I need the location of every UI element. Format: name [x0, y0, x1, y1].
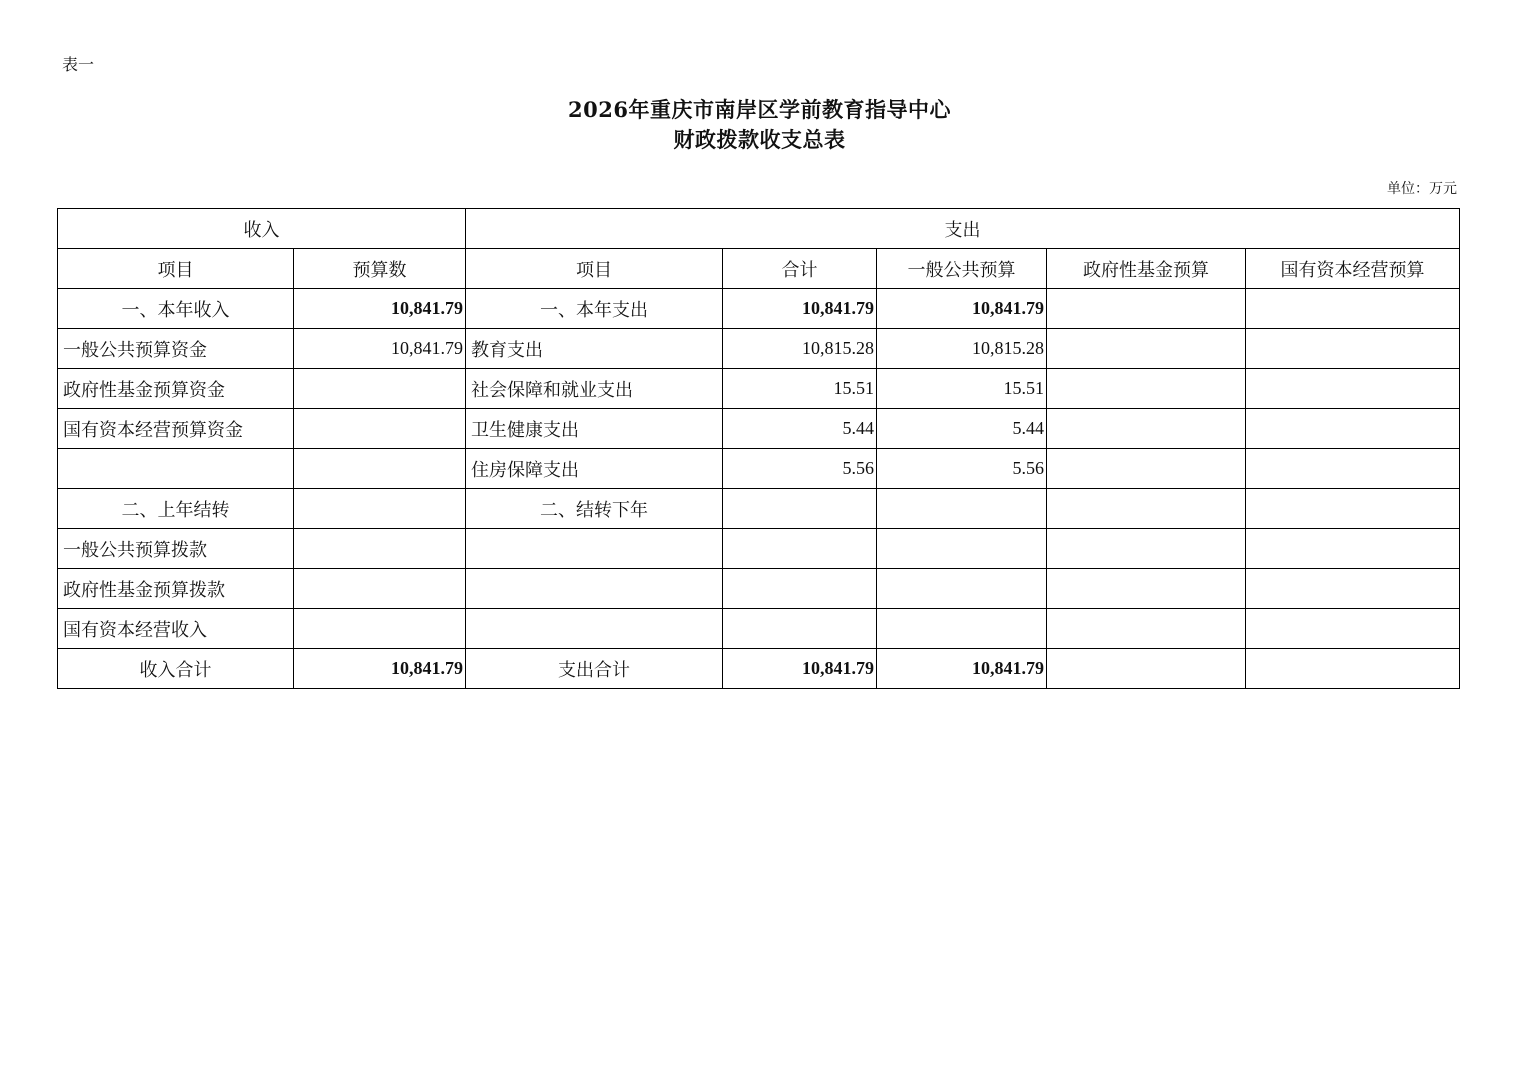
capital-cell — [1246, 289, 1460, 329]
income-amount-cell: 10,841.79 — [294, 329, 466, 369]
income-item-cell — [58, 449, 294, 489]
income-item-cell: 政府性基金预算拨款 — [58, 569, 294, 609]
expense-item-cell: 卫生健康支出 — [466, 409, 723, 449]
header-row-top — [58, 209, 1460, 249]
capital-cell — [1246, 489, 1460, 529]
fund-cell — [1047, 609, 1246, 649]
expense-total-label: 支出合计 — [466, 649, 723, 689]
capital-cell — [1246, 369, 1460, 409]
header-row-columns — [58, 249, 1460, 289]
total-cell: 5.44 — [723, 409, 877, 449]
general-cell: 5.44 — [877, 409, 1047, 449]
total-cell — [723, 529, 877, 569]
fund-cell — [1047, 569, 1246, 609]
capital-cell — [1246, 609, 1460, 649]
expense-item-cell — [466, 609, 723, 649]
col-header-general: 一般公共预算 — [877, 249, 1047, 289]
income-item-cell: 国有资本经营预算资金 — [58, 409, 294, 449]
total-cell: 5.56 — [723, 449, 877, 489]
table-number: 表一 — [62, 55, 95, 74]
expense-total-amount: 10,841.79 — [723, 649, 877, 689]
table-row — [58, 409, 1460, 449]
table-row-totals — [58, 649, 1460, 689]
page-title: 2026年重庆市南岸区学前教育指导中心 — [568, 97, 951, 122]
fund-total-amount — [1047, 649, 1246, 689]
expense-item-cell — [466, 569, 723, 609]
table-row — [58, 329, 1460, 369]
table-row — [58, 489, 1460, 529]
capital-cell — [1246, 329, 1460, 369]
expense-item-cell: 社会保障和就业支出 — [466, 369, 723, 409]
expense-item-cell: 教育支出 — [466, 329, 723, 369]
general-cell — [877, 609, 1047, 649]
table-row — [58, 529, 1460, 569]
table-row — [58, 449, 1460, 489]
general-cell — [877, 569, 1047, 609]
expense-item-cell: 住房保障支出 — [466, 449, 723, 489]
general-cell — [877, 529, 1047, 569]
income-item-cell: 一、本年收入 — [58, 289, 294, 329]
expense-item-cell — [466, 529, 723, 569]
fund-cell — [1047, 409, 1246, 449]
general-cell: 15.51 — [877, 369, 1047, 409]
col-header-total: 合计 — [723, 249, 877, 289]
fund-cell — [1047, 369, 1246, 409]
expense-item-cell: 一、本年支出 — [466, 289, 723, 329]
capital-cell — [1246, 569, 1460, 609]
income-amount-cell — [294, 369, 466, 409]
income-amount-cell — [294, 449, 466, 489]
col-header-budget: 预算数 — [294, 249, 466, 289]
income-item-cell: 二、上年结转 — [58, 489, 294, 529]
income-item-cell: 一般公共预算拨款 — [58, 529, 294, 569]
general-total-amount: 10,841.79 — [877, 649, 1047, 689]
capital-total-amount — [1246, 649, 1460, 689]
income-amount-cell — [294, 569, 466, 609]
fund-cell — [1047, 289, 1246, 329]
col-header-expense-item: 项目 — [466, 249, 723, 289]
expense-header: 支出 — [466, 209, 1460, 249]
total-cell — [723, 609, 877, 649]
general-cell — [877, 489, 1047, 529]
total-cell — [723, 569, 877, 609]
unit-label: 单位：万元 — [1387, 181, 1457, 197]
general-cell: 5.56 — [877, 449, 1047, 489]
table-row — [58, 609, 1460, 649]
table-row — [58, 569, 1460, 609]
income-amount-cell: 10,841.79 — [294, 289, 466, 329]
col-header-fund: 政府性基金预算 — [1047, 249, 1246, 289]
page-subtitle: 财政拨款收支总表 — [673, 127, 846, 152]
income-total-label: 收入合计 — [58, 649, 294, 689]
table-row — [58, 369, 1460, 409]
income-header: 收入 — [58, 209, 466, 249]
income-amount-cell — [294, 529, 466, 569]
capital-cell — [1246, 449, 1460, 489]
col-header-income-item: 项目 — [58, 249, 294, 289]
fund-cell — [1047, 529, 1246, 569]
capital-cell — [1246, 409, 1460, 449]
income-amount-cell — [294, 409, 466, 449]
general-cell: 10,841.79 — [877, 289, 1047, 329]
capital-cell — [1246, 529, 1460, 569]
fund-cell — [1047, 489, 1246, 529]
total-cell: 10,815.28 — [723, 329, 877, 369]
budget-table — [57, 208, 1460, 689]
col-header-capital: 国有资本经营预算 — [1246, 249, 1460, 289]
fund-cell — [1047, 449, 1246, 489]
expense-item-cell: 二、结转下年 — [466, 489, 723, 529]
fund-cell — [1047, 329, 1246, 369]
income-amount-cell — [294, 489, 466, 529]
general-cell: 10,815.28 — [877, 329, 1047, 369]
total-cell: 10,841.79 — [723, 289, 877, 329]
income-item-cell: 政府性基金预算资金 — [58, 369, 294, 409]
income-item-cell: 国有资本经营收入 — [58, 609, 294, 649]
income-amount-cell — [294, 609, 466, 649]
income-total-amount: 10,841.79 — [294, 649, 466, 689]
table-row — [58, 289, 1460, 329]
total-cell: 15.51 — [723, 369, 877, 409]
income-item-cell: 一般公共预算资金 — [58, 329, 294, 369]
total-cell — [723, 489, 877, 529]
